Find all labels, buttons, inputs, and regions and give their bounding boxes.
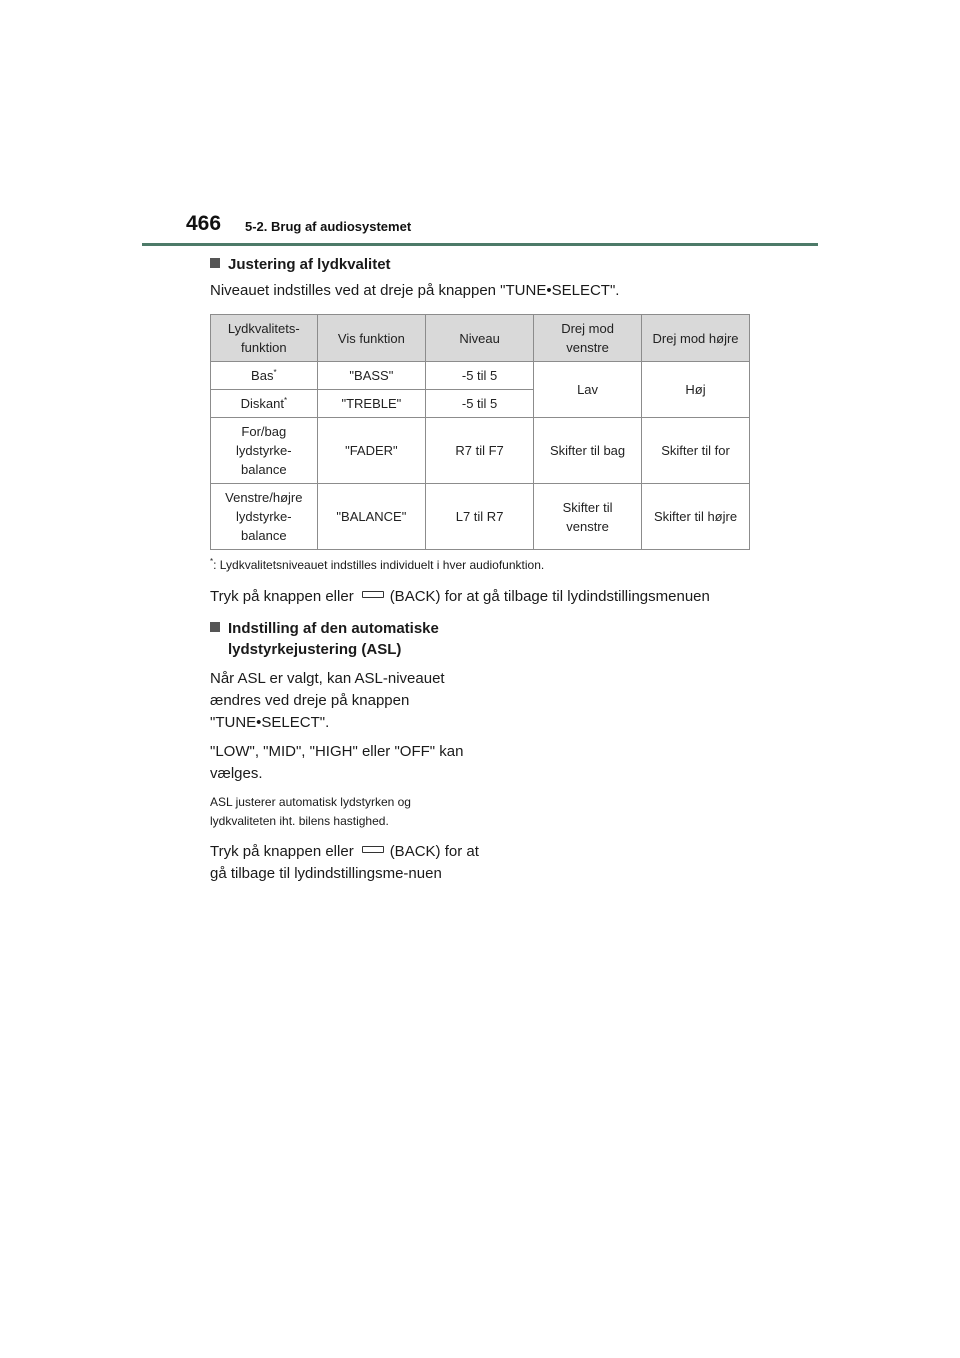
table-cell: -5 til 5 [426, 362, 534, 390]
back-button-icon [362, 591, 384, 598]
asl-back-instruction [210, 841, 480, 885]
asl-note: ASL justerer automatisk lydstyrken og lydkvaliteten iht. bilens hastighed. [210, 795, 411, 828]
header-rule [142, 243, 818, 246]
cell-text: Bas [251, 368, 274, 383]
table-cell: For/bag lydstyrke- balance [211, 418, 318, 484]
asl-heading-line1: Indstilling af den automatiske [228, 620, 439, 637]
back-button-icon [362, 846, 384, 853]
sound-quality-intro: Niveauet indstilles ved at dreje på knappen "TUNE•SELECT". [210, 282, 620, 299]
table-row [211, 362, 750, 390]
back-text-after: (BACK) for at gå tilbage til lydindstillingsme-nuen [210, 843, 479, 882]
cell-text: Diskant [240, 396, 284, 411]
table-cell [211, 390, 318, 418]
asterisk-mark: * [273, 368, 277, 377]
table-header-row [211, 315, 750, 362]
sound-quality-heading [210, 254, 770, 275]
square-bullet-icon [210, 258, 220, 268]
table-header-cell: Drej mod højre [642, 315, 750, 362]
table-cell-merged: Lav [534, 362, 642, 418]
table-cell: "BALANCE" [317, 484, 425, 550]
table-cell: "FADER" [317, 418, 425, 484]
sound-quality-heading-text: Justering af lydkvalitet [228, 256, 391, 273]
table-header-cell: Vis funktion [317, 315, 425, 362]
table-cell [211, 362, 318, 390]
sound-quality-table [210, 314, 750, 550]
back-text-before: Tryk på knappen eller [210, 843, 354, 860]
asl-section [210, 618, 480, 885]
table-cell: Skifter til bag [534, 418, 642, 484]
footnote-mark: * [210, 557, 214, 566]
asl-heading [210, 618, 480, 639]
section-title: 5-2. Brug af audiosystemet [245, 219, 412, 234]
table-row [211, 418, 750, 484]
table-cell-merged: Høj [642, 362, 750, 418]
asl-paragraph-2: "LOW", "MID", "HIGH" eller "OFF" kan vælges. [210, 743, 464, 782]
table-header-cell: Lydkvalitets- funktion [211, 315, 318, 362]
page-number: 466 [186, 212, 222, 235]
table-cell: -5 til 5 [426, 390, 534, 418]
table-cell: R7 til F7 [426, 418, 534, 484]
table-cell: Skifter til venstre [534, 484, 642, 550]
table-row [211, 484, 750, 550]
table-header-cell: Drej mod venstre [534, 315, 642, 362]
square-bullet-icon [210, 622, 220, 632]
table-cell: "BASS" [317, 362, 425, 390]
table-cell: "TREBLE" [317, 390, 425, 418]
table-cell: Skifter til højre [642, 484, 750, 550]
table-footnote [210, 556, 770, 574]
asl-heading-line2: lydstyrkejustering (ASL) [228, 641, 402, 658]
back-text-before: Tryk på knappen eller [210, 588, 354, 605]
footnote-text: : Lydkvalitetsniveauet indstilles individuelt i hver audiofunktion. [213, 558, 545, 572]
back-text-after: (BACK) for at gå tilbage til lydindstillingsmenuen [389, 588, 710, 605]
sound-quality-back-instruction [210, 586, 770, 608]
table-cell: Skifter til for [642, 418, 750, 484]
table-cell: Venstre/højre lydstyrke- balance [211, 484, 318, 550]
table-cell: L7 til R7 [426, 484, 534, 550]
asl-paragraph-1: Når ASL er valgt, kan ASL-niveauet ændres ved dreje på knappen "TUNE•SELECT". [210, 670, 445, 731]
page-content [210, 254, 770, 885]
table-header-cell: Niveau [426, 315, 534, 362]
asterisk-mark: * [283, 396, 288, 405]
